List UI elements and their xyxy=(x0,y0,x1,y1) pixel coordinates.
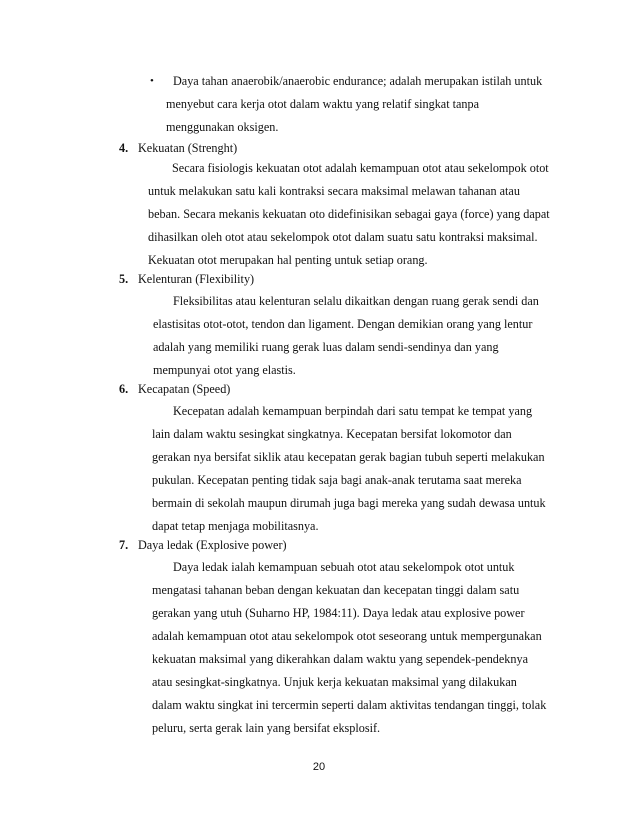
paragraph-line: dapat tetap menjaga mobilitasnya. xyxy=(152,519,319,533)
paragraph-line: bermain di sekolah maupun dirumah juga bagi mereka yang sudah dewasa untuk xyxy=(152,496,546,510)
paragraph-line: untuk melakukan satu kali kontraksi secara maksimal melawan tahanan atau xyxy=(148,184,520,198)
paragraph-line: Kecepatan adalah kemampuan berpindah dari satu tempat ke tempat yang xyxy=(173,404,533,418)
section-number: 4. xyxy=(119,141,129,155)
paragraph-line: Secara fisiologis kekuatan otot adalah kemampuan otot atau sekelompok otot xyxy=(172,161,549,175)
paragraph-line: dalam waktu singkat ini tercermin seperti dalam aktivitas tendangan tinggi, tolak xyxy=(152,698,547,712)
section-number: 7. xyxy=(119,538,129,552)
paragraph-line: adalah kemampuan otot atau sekelompok otot seseorang untuk mempergunakan xyxy=(152,629,542,643)
paragraph-line: atau sesingkat-singkatnya. Unjuk kerja kekuatan maksimal yang dilakukan xyxy=(152,675,517,689)
section-heading: Kelenturan (Flexibility) xyxy=(138,272,255,286)
paragraph-line: gerakan nya bersifat siklik atau kecepatan gerak bagian tubuh seperti melakukan xyxy=(152,450,545,464)
paragraph-line: Fleksibilitas atau kelenturan selalu dikaitkan dengan ruang gerak sendi dan xyxy=(173,294,539,308)
section-heading: Daya ledak (Explosive power) xyxy=(138,538,287,552)
section-heading: Kecapatan (Speed) xyxy=(138,382,231,396)
paragraph-line: pukulan. Kecepatan penting tidak saja bagi anak-anak terutama saat mereka xyxy=(152,473,522,487)
paragraph-line: gerakan yang utuh (Suharno HP, 1984:11). Daya ledak atau explosive power xyxy=(152,606,525,620)
paragraph-line: adalah yang memiliki ruang gerak luas dalam sendi-sendinya dan yang xyxy=(153,340,499,354)
paragraph-line: kekuatan maksimal yang dikerahkan dalam waktu yang sependek-pendeknya xyxy=(152,652,528,666)
bullet-line: menyebut cara kerja otot dalam waktu yang relatif singkat tanpa xyxy=(166,97,480,111)
section-number: 6. xyxy=(119,382,129,396)
paragraph-line: beban. Secara mekanis kekuatan oto didefinisikan sebagai gaya (force) yang dapat xyxy=(148,207,550,221)
bullet-line: Daya tahan anaerobik/anaerobic endurance; adalah merupakan istilah untuk xyxy=(173,74,543,88)
paragraph-line: mempunyai otot yang elastis. xyxy=(153,363,296,377)
paragraph-line: lain dalam waktu sesingkat singkatnya. Kecepatan bersifat lokomotor dan xyxy=(152,427,512,441)
bullet-icon: • xyxy=(150,75,154,87)
section-heading: Kekuatan (Strenght) xyxy=(138,141,238,155)
paragraph-line: peluru, serta gerak lain yang bersifat eksplosif. xyxy=(152,721,381,735)
section-number: 5. xyxy=(119,272,129,286)
paragraph-line: mengatasi tahanan beban dengan kekuatan dan kecepatan tinggi dalam satu xyxy=(152,583,520,597)
paragraph-line: Daya ledak ialah kemampuan sebuah otot atau sekelompok otot untuk xyxy=(173,560,515,574)
paragraph-line: Kekuatan otot merupakan hal penting untuk setiap orang. xyxy=(148,253,428,267)
bullet-line: menggunakan oksigen. xyxy=(166,120,279,134)
paragraph-line: dihasilkan oleh otot atau sekelompok otot dalam suatu satu kontraksi maksimal. xyxy=(148,230,538,244)
page-number: 20 xyxy=(312,761,326,773)
paragraph-line: elastisitas otot-otot, tendon dan ligament. Dengan demikian orang yang lentur xyxy=(153,317,533,331)
